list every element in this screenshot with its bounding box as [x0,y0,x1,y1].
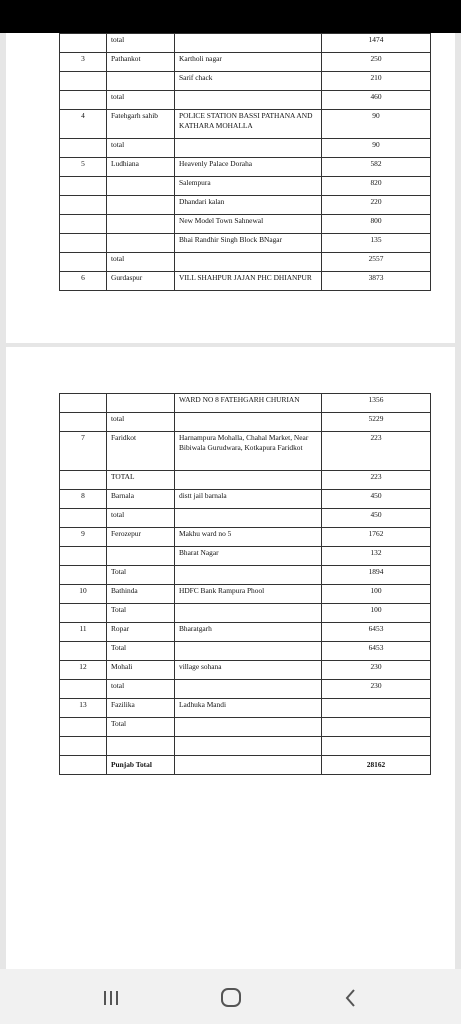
cell-place: Heavenly Palace Doraha [175,158,322,177]
cell-sno [60,680,107,699]
cell-count: 2557 [322,253,431,272]
cell-count: 210 [322,72,431,91]
table-row [60,490,431,509]
cell-district: TOTAL [107,471,175,490]
cell-place: distt jail barnala [175,490,322,509]
table-row [60,158,431,177]
cell-place [175,680,322,699]
cell-place [175,413,322,432]
cell-place: Kartholi nagar [175,53,322,72]
cell-count: 132 [322,547,431,566]
district-table-page-1 [59,33,431,291]
cell-sno [60,471,107,490]
cell-count: 460 [322,91,431,110]
cell-sno [60,34,107,53]
cell-district: total [107,413,175,432]
cell-sno: 12 [60,661,107,680]
table-row [60,585,431,604]
table-row [60,177,431,196]
cell-district: Fazilika [107,699,175,718]
cell-sno: 6 [60,272,107,291]
cell-count: 90 [322,110,431,139]
recent-apps-button[interactable] [92,982,132,1012]
cell-sno: 8 [60,490,107,509]
recent-apps-icon [92,982,132,1012]
cell-sno: 3 [60,53,107,72]
cell-place [175,471,322,490]
cell-place: Bharat Nagar [175,547,322,566]
table-row [60,53,431,72]
table-row [60,253,431,272]
grand-total-row [60,756,431,775]
cell-place [175,718,322,737]
table-row [60,394,431,413]
cell-sno: 7 [60,432,107,471]
table-row [60,642,431,661]
cell-district: total [107,253,175,272]
cell-sno [60,253,107,272]
cell-district: Mohali [107,661,175,680]
cell-place [175,566,322,585]
table-row [60,604,431,623]
table-row [60,272,431,291]
cell-district: Total [107,718,175,737]
cell-sno [60,604,107,623]
cell-place: Bharatgarh [175,623,322,642]
grand-total-label: Punjab Total [107,756,175,775]
status-bar [0,0,461,33]
cell-place: New Model Town Sahnewal [175,215,322,234]
cell-sno [60,566,107,585]
cell-district: Total [107,566,175,585]
back-button[interactable] [331,982,371,1012]
cell-sno [60,642,107,661]
back-icon [331,982,371,1012]
table-row [60,566,431,585]
cell-count: 250 [322,53,431,72]
cell-district: Pathankot [107,53,175,72]
cell-district: Ferozepur [107,528,175,547]
cell-sno: 4 [60,110,107,139]
table-row [60,509,431,528]
cell-sno [60,509,107,528]
cell-district [107,547,175,566]
cell-place: WARD NO 8 FATEHGARH CHURIAN [175,394,322,413]
home-icon [211,982,251,1012]
cell-count: 230 [322,680,431,699]
cell-sno: 10 [60,585,107,604]
table-row [60,413,431,432]
cell-district: Fatehgarh sahib [107,110,175,139]
cell-count: 223 [322,432,431,471]
cell-sno [60,413,107,432]
cell-sno [60,718,107,737]
table-row [60,699,431,718]
cell-sno [60,139,107,158]
table-row [60,139,431,158]
cell-count: 450 [322,490,431,509]
cell-sno: 11 [60,623,107,642]
cell-place [175,642,322,661]
cell-place: VILL SHAHPUR JAJAN PHC DHIANPUR [175,272,322,291]
cell-place [175,509,322,528]
cell-sno [60,234,107,253]
cell-place [175,737,322,756]
cell-district [107,196,175,215]
cell-place: POLICE STATION BASSI PATHANA AND KATHARA MOHALLA [175,110,322,139]
cell-district: Ludhiana [107,158,175,177]
cell-count: 1762 [322,528,431,547]
cell-count: 100 [322,604,431,623]
cell-district: Total [107,604,175,623]
cell-sno [60,756,107,775]
cell-place [175,756,322,775]
navigation-bar [0,969,461,1024]
cell-count: 135 [322,234,431,253]
cell-place: Makhu ward no 5 [175,528,322,547]
cell-count: 820 [322,177,431,196]
cell-place: Harnampura Mohalla, Chahal Market, Near Bibiwala Gurudwara, Kotkapura Faridkot [175,432,322,471]
table-row [60,432,431,471]
table-row [60,72,431,91]
table-row [60,661,431,680]
cell-district: total [107,509,175,528]
cell-sno: 9 [60,528,107,547]
cell-sno: 5 [60,158,107,177]
table-row [60,680,431,699]
cell-place [175,604,322,623]
cell-district: total [107,91,175,110]
cell-count: 100 [322,585,431,604]
table-row [60,91,431,110]
table-row [60,528,431,547]
cell-sno [60,215,107,234]
cell-district [107,234,175,253]
table-row [60,547,431,566]
cell-district: Bathinda [107,585,175,604]
cell-district: total [107,139,175,158]
cell-district: total [107,680,175,699]
table-row [60,34,431,53]
document-page-1 [6,33,455,343]
cell-sno [60,196,107,215]
cell-district [107,177,175,196]
cell-sno [60,177,107,196]
cell-count: 6453 [322,623,431,642]
cell-count: 230 [322,661,431,680]
cell-district: Ropar [107,623,175,642]
cell-place: Ladhuka Mandi [175,699,322,718]
cell-sno [60,91,107,110]
cell-place [175,253,322,272]
table-row [60,737,431,756]
table-row [60,110,431,139]
cell-count: 582 [322,158,431,177]
cell-district: total [107,34,175,53]
cell-place [175,139,322,158]
cell-district [107,394,175,413]
cell-count: 6453 [322,642,431,661]
cell-count: 800 [322,215,431,234]
cell-count [322,699,431,718]
cell-district [107,72,175,91]
cell-district: Total [107,642,175,661]
cell-place: Salempura [175,177,322,196]
cell-place [175,91,322,110]
cell-count: 90 [322,139,431,158]
cell-district: Gurdaspur [107,272,175,291]
cell-count: 450 [322,509,431,528]
table-row [60,471,431,490]
cell-count: 220 [322,196,431,215]
cell-place: Bhai Randhir Singh Block BNagar [175,234,322,253]
table-row [60,196,431,215]
home-button[interactable] [211,982,251,1012]
cell-count: 3873 [322,272,431,291]
cell-sno [60,394,107,413]
cell-district: Barnala [107,490,175,509]
cell-count: 1894 [322,566,431,585]
cell-place: village sohana [175,661,322,680]
cell-place: Sarif chack [175,72,322,91]
cell-count: 1474 [322,34,431,53]
cell-sno: 13 [60,699,107,718]
table-row [60,718,431,737]
district-table-page-2 [59,393,431,775]
cell-sno [60,72,107,91]
cell-count [322,718,431,737]
cell-district [107,215,175,234]
cell-count [322,737,431,756]
cell-place: HDFC Bank Rampura Phool [175,585,322,604]
cell-sno [60,737,107,756]
cell-count: 5229 [322,413,431,432]
grand-total-count: 28162 [322,756,431,775]
cell-count: 1356 [322,394,431,413]
cell-district: Faridkot [107,432,175,471]
cell-place [175,34,322,53]
table-row [60,215,431,234]
document-page-2 [6,347,455,969]
cell-count: 223 [322,471,431,490]
table-row [60,623,431,642]
cell-place: Dhandari kalan [175,196,322,215]
cell-district [107,737,175,756]
cell-sno [60,547,107,566]
table-row [60,234,431,253]
